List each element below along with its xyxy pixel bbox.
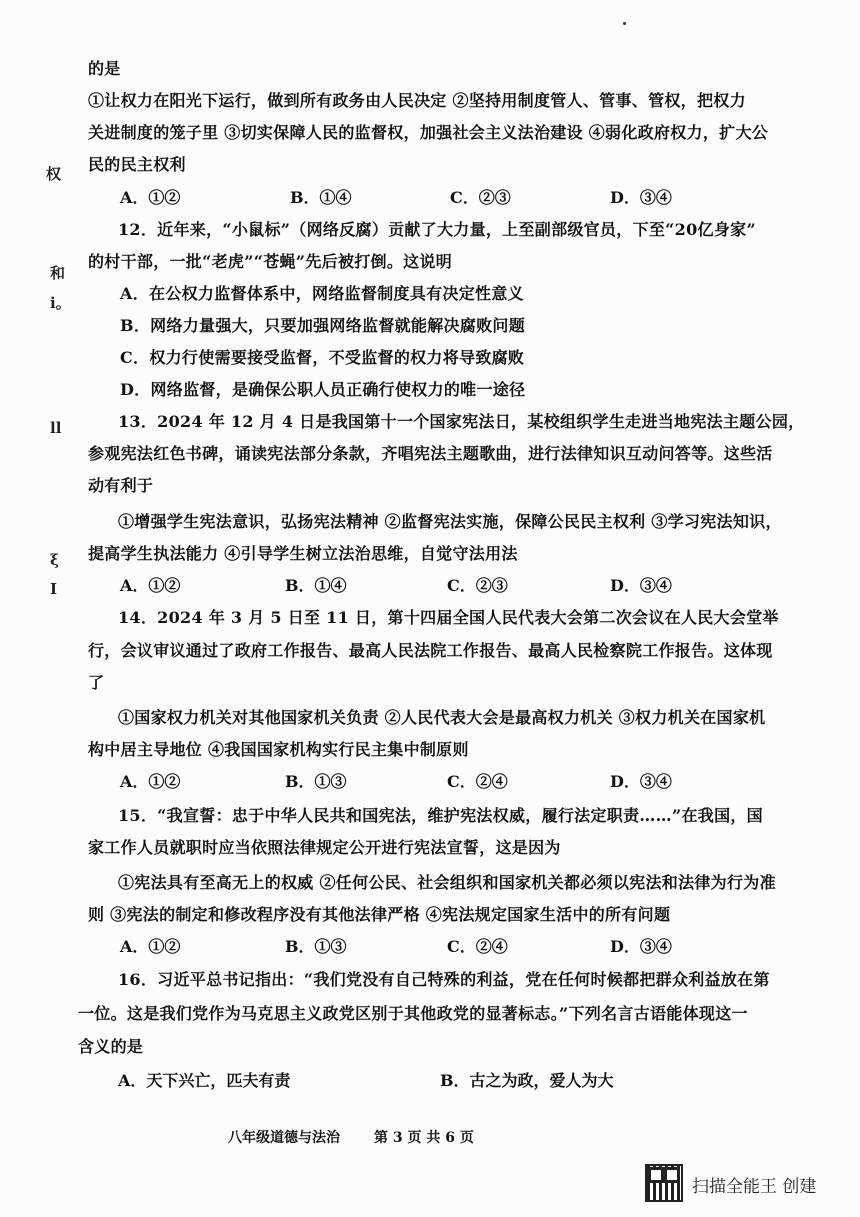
scanner-watermark: 扫描全能王 创建 xyxy=(692,1177,817,1197)
option-q12-a: A．在公权力监督体系中，网络监督制度具有决定性意义 xyxy=(120,284,524,303)
text-line: ①宪法具有至高无上的权威 ②任何公民、社会组织和国家机关都必须以宪法和法律为行为准 xyxy=(118,873,776,892)
text-line: 关进制度的笼子里 ③切实保障人民的监督权，加强社会主义法治建设 ④弱化政府权力，扩大公 xyxy=(88,123,769,142)
question-14: 14．2024 年 3 月 5 日至 11 日，第十四届全国人民代表大会第二次会议在人民大会堂举 xyxy=(118,608,779,627)
option-q16-a: A．天下兴亡，匹夫有责 xyxy=(118,1071,291,1090)
option-q15-a: A．①② xyxy=(120,937,181,956)
text-line: 动有利于 xyxy=(88,476,154,495)
scan-speck xyxy=(623,22,626,25)
text-line: 行，会议审议通过了政府工作报告、最高人民法院工作报告、最高人民检察院工作报告。这体现 xyxy=(88,641,773,660)
question-16: 16．习近平总书记指出：“我们党没有自己特殊的利益，党在任何时候都把群众利益放在第 xyxy=(118,970,770,989)
margin-mark: ξ xyxy=(50,551,59,569)
option-q12-d: D．网络监督，是确保公职人员正确行使权力的唯一途径 xyxy=(120,380,526,399)
option-q14-c: C．②④ xyxy=(447,772,508,791)
text-line: 了 xyxy=(88,673,105,692)
option-q13-c: C．②③ xyxy=(447,576,508,595)
question-13: 13．2024 年 12 月 4 日是我国第十一个国家宪法日，某校组织学生走进当地宪法主题公园， xyxy=(118,412,805,431)
margin-mark: i。 xyxy=(50,294,71,312)
option-q15-d: D．③④ xyxy=(610,937,672,956)
margin-mark: 和 xyxy=(50,264,66,282)
question-15: 15．“我宣誓：忠于中华人民共和国宪法，维护宪法权威，履行法定职责……”在我国，国 xyxy=(118,806,763,825)
text-line: 提高学生执法能力 ④引导学生树立法治思维，自觉守法用法 xyxy=(88,544,518,563)
margin-mark: ll xyxy=(50,419,62,437)
option-q11-b: B．①④ xyxy=(290,188,352,207)
text-line: 的村干部，一批“老虎”“苍蝇”先后被打倒。这说明 xyxy=(88,252,453,271)
page-footer xyxy=(228,1127,508,1147)
option-q13-d: D．③④ xyxy=(610,576,672,595)
qr-code-icon xyxy=(645,1164,683,1202)
option-q16-b: B．古之为政，爱人为大 xyxy=(440,1071,614,1090)
option-q14-d: D．③④ xyxy=(610,772,672,791)
footer-subject: 八年级道德与法治 xyxy=(228,1130,340,1146)
option-q15-b: B．①③ xyxy=(285,937,347,956)
option-q14-a: A．①② xyxy=(120,772,181,791)
text-line: ①增强学生宪法意识，弘扬宪法精神 ②监督宪法实施，保障公民民主权利 ③学习宪法知识， xyxy=(118,512,782,531)
option-q11-d: D．③④ xyxy=(610,188,672,207)
option-q12-c: C．权力行使需要接受监督，不受监督的权力将导致腐败 xyxy=(120,348,525,367)
text-line: 含义的是 xyxy=(78,1037,144,1056)
text-line: ①让权力在阳光下运行，做到所有政务由人民决定 ②坚持用制度管人、管事、管权，把权力 xyxy=(88,91,746,110)
option-q11-c: C．②③ xyxy=(450,188,511,207)
option-q13-a: A．①② xyxy=(120,576,181,595)
text-line: 参观宪法红色书碑，诵读宪法部分条款，齐唱宪法主题歌曲，进行法律知识互动问答等。这些活 xyxy=(88,444,773,463)
footer-page-number: 第 3 页 共 6 页 xyxy=(374,1130,474,1146)
option-q11-a: A．①② xyxy=(120,188,181,207)
margin-mark: 权 xyxy=(46,165,62,183)
text-line: 民的民主权利 xyxy=(88,155,186,174)
text-line: ①国家权力机关对其他国家机关负责 ②人民代表大会是最高权力机关 ③权力机关在国家机 xyxy=(118,708,766,727)
text-line: 构中居主导地位 ④我国国家机构实行民主集中制原则 xyxy=(88,740,469,759)
margin-mark: I xyxy=(50,580,58,598)
option-q12-b: B．网络力量强大，只要加强网络监督就能解决腐败问题 xyxy=(120,316,526,335)
option-q13-b: B．①④ xyxy=(285,576,347,595)
text-line: 家工作人员就职时应当依照法律规定公开进行宪法宣誓，这是因为 xyxy=(88,838,561,857)
option-q14-b: B．①③ xyxy=(285,772,347,791)
text-line: 一位。这是我们党作为马克思主义政党区别于其他政党的显著标志。”下列名言古语能体现这一 xyxy=(78,1004,748,1023)
text-line: 的是 xyxy=(88,59,121,78)
option-q15-c: C．②④ xyxy=(447,937,508,956)
question-12: 12．近年来，“小鼠标”（网络反腐）贡献了大力量，上至副部级官员，下至“20亿身家” xyxy=(118,220,756,239)
text-line: 则 ③宪法的制定和修改程序没有其他法律严格 ④宪法规定国家生活中的所有问题 xyxy=(88,905,671,924)
